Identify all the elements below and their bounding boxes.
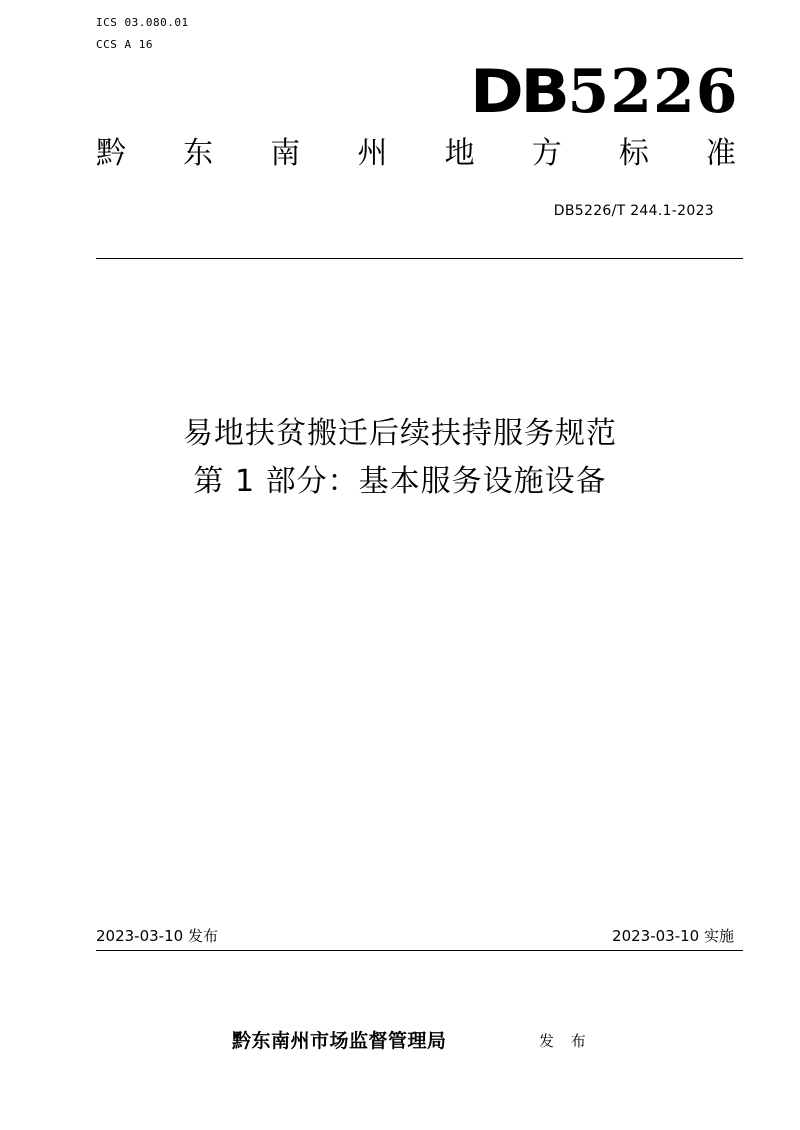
standard-name-char: 标 [618, 136, 649, 171]
publish-date: 2023-03-10 发布 [96, 927, 218, 945]
issue-label: 发 布 [539, 1032, 592, 1050]
document-subtitle: 第 1 部分：基本服务设施设备 [193, 464, 607, 499]
standard-name-char: 州 [357, 136, 388, 171]
standard-code: DB5226/T 244.1-2023 [553, 203, 714, 219]
ics-code: ICS 03.080.01 [96, 16, 189, 29]
standard-name-char: 南 [270, 136, 301, 171]
standard-name-char: 地 [444, 136, 475, 171]
standard-name-char: 方 [531, 136, 562, 171]
implement-date: 2023-03-10 实施 [612, 927, 734, 945]
document-title: 易地扶贫搬迁后续扶持服务规范 [183, 416, 617, 451]
standard-name-char: 黔 [96, 136, 126, 171]
bottom-divider [96, 950, 743, 951]
issuing-authority: 黔东南州市场监督管理局 [232, 1030, 447, 1052]
ccs-code: CCS A 16 [96, 38, 153, 51]
standard-logo [470, 58, 739, 126]
logo-prefix: DB [470, 57, 567, 127]
standard-name-char: 东 [183, 136, 214, 171]
standard-category-title [96, 134, 736, 174]
standard-name-char: 准 [705, 136, 736, 171]
logo-number: 5226 [567, 57, 739, 127]
top-divider [96, 258, 743, 259]
